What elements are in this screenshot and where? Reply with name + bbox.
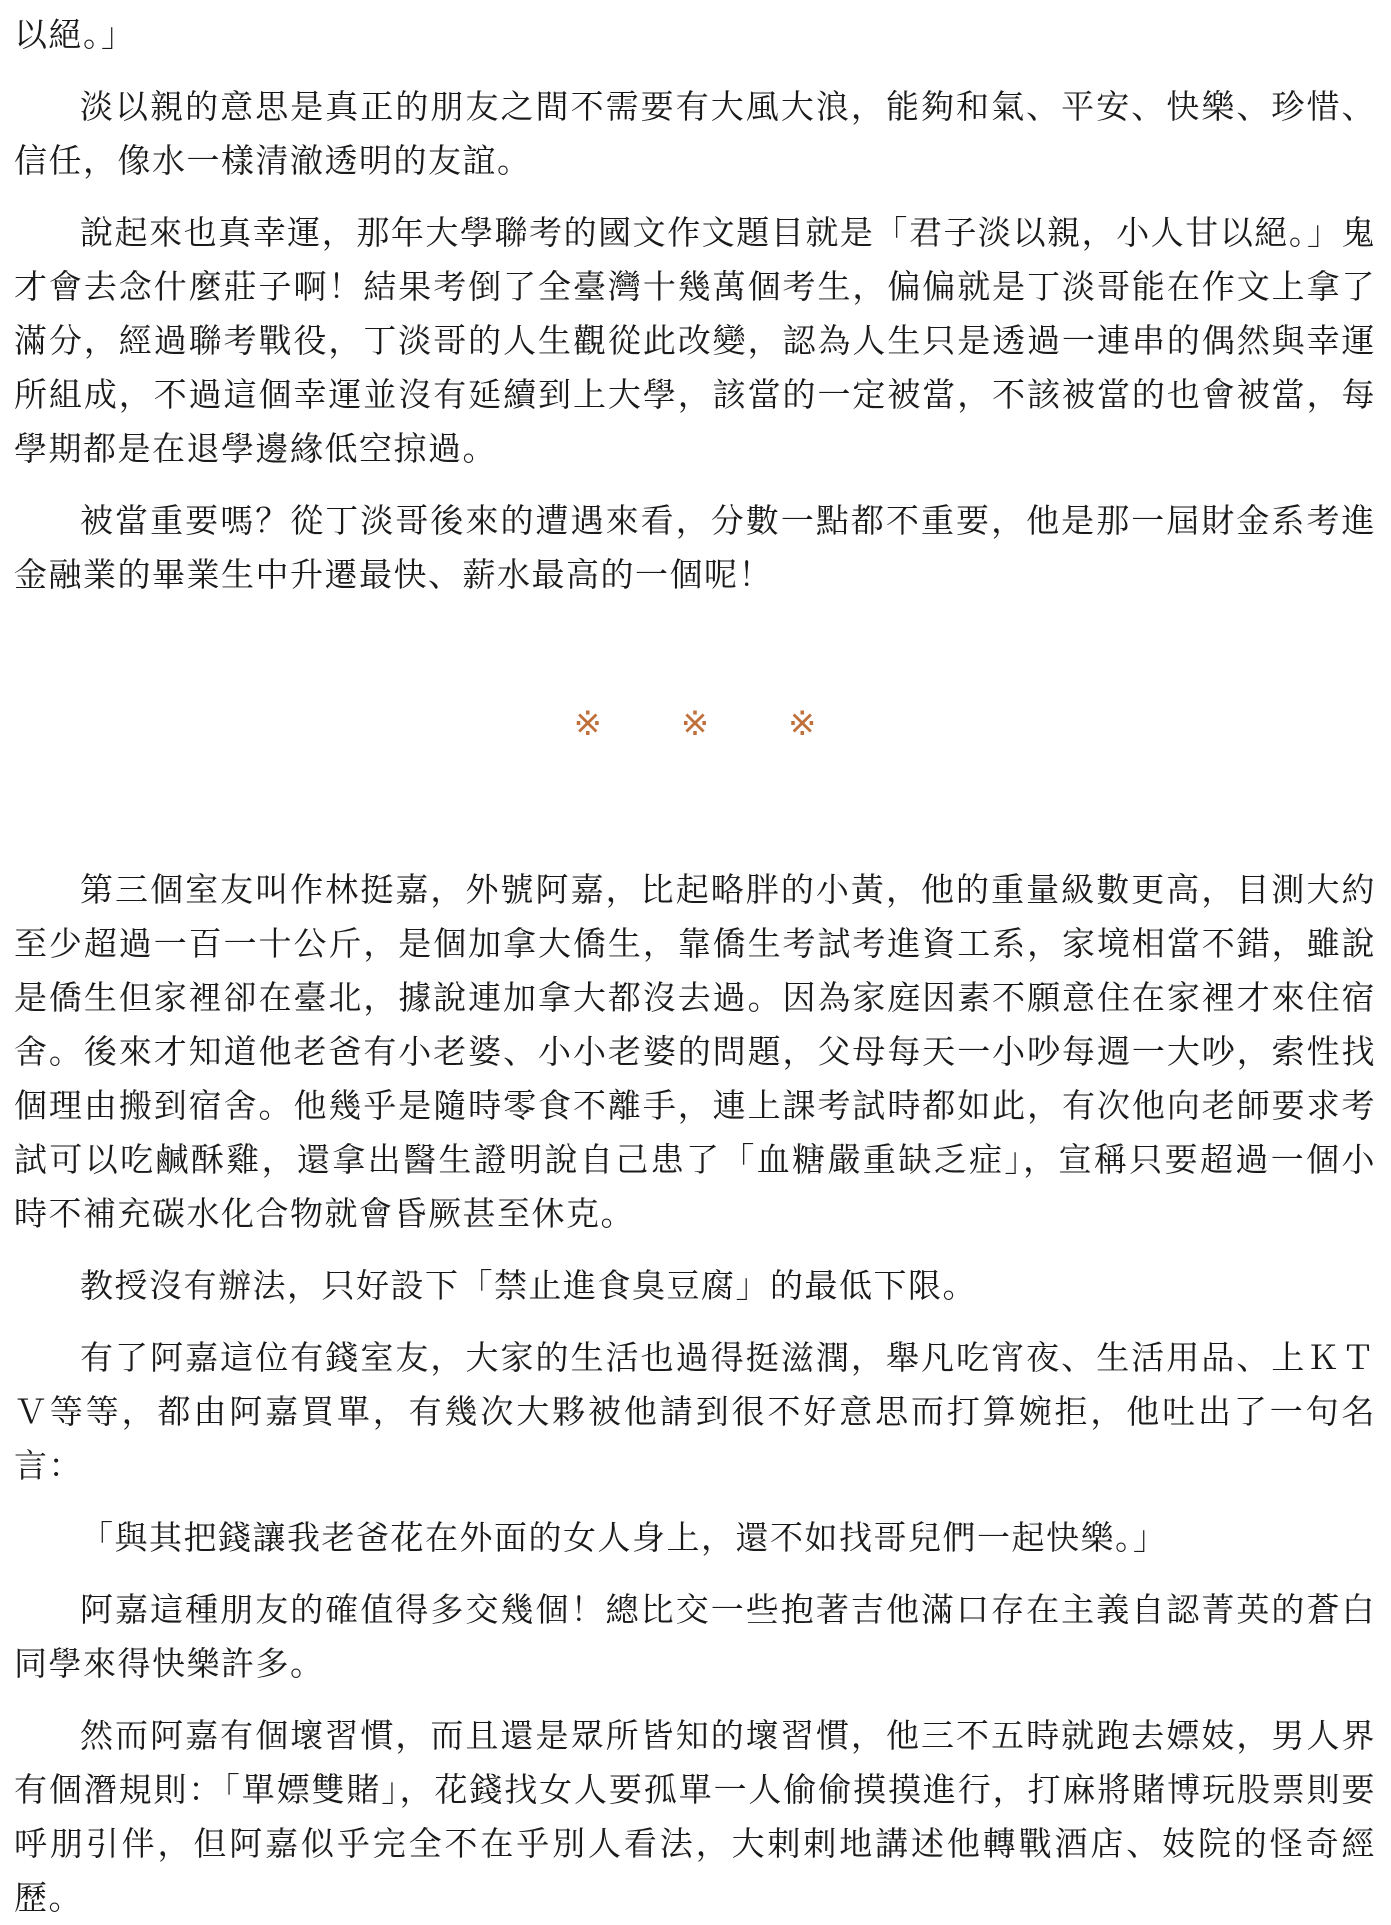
section-separator: ※ ※ ※ <box>573 704 851 744</box>
paragraph: 被當重要嗎？從丁淡哥後來的遭遇來看，分數一點都不重要，他是那一屆財金系考進金融業的畢業生中升遷最快、薪水最高的一個呢！ <box>14 501 1376 594</box>
book-page <box>14 8 1376 1925</box>
paragraph: 說起來也真幸運，那年大學聯考的國文作文題目就是「君子淡以親，小人甘以絕。」鬼才會去念什麼莊子啊！結果考倒了全臺灣十幾萬個考生，偏偏就是丁淡哥能在作文上拿了滿分，經過聯考戰役，丁淡哥的人生觀從此改變，認為人生只是透過一連串的偶然與幸運所組成，不過這個幸運並沒有延續到上大學，該當的一定被當，不該被當的也會被當，每學期都是在退學邊緣低空掠過。 <box>14 213 1376 468</box>
paragraph-gap <box>14 1565 1376 1583</box>
paragraph: 然而阿嘉有個壞習慣，而且還是眾所皆知的壞習慣，他三不五時就跑去嫖妓，男人界有個潛規則：「單嫖雙賭」，花錢找女人要孤單一人偷偷摸摸進行，打麻將賭博玩股票則要呼朋引伴，但阿嘉似乎完全不在乎別人看法，大剌剌地講述他轉戰酒店、妓院的怪奇經歷。 <box>14 1716 1376 1917</box>
quote-paragraph: 「與其把錢讓我老爸花在外面的女人身上，還不如找哥兒們一起快樂。」 <box>80 1518 1168 1557</box>
paragraph-gap <box>14 1241 1376 1259</box>
paragraph-gap <box>14 1493 1376 1511</box>
paragraph-gap <box>14 1691 1376 1709</box>
paragraph-gap <box>14 1313 1376 1331</box>
paragraph-gap <box>14 188 1376 206</box>
paragraph: 第三個室友叫作林挺嘉，外號阿嘉，比起略胖的小黃，他的重量級數更高，目測大約至少超過一百一十公斤，是個加拿大僑生，靠僑生考試考進資工系，家境相當不錯，雖說是僑生但家裡卻在臺北，據說連加拿大都沒去過。因為家庭因素不願意住在家裡才來住宿舍。後來才知道他老爸有小老婆、小小老婆的問題，父母每天一小吵每週一大吵，索性找個理由搬到宿舍。他幾乎是隨時零食不離手，連上課考試時都如此，有次他向老師要求考試可以吃鹹酥雞，還拿出醫生證明說自己患了「血糖嚴重缺乏症」，宣稱只要超過一個小時不補充碳水化合物就會昏厥甚至休克。 <box>14 870 1376 1233</box>
paragraph: 阿嘉這種朋友的確值得多交幾個！總比交一些抱著吉他滿口存在主義自認菁英的蒼白同學來得快樂許多。 <box>14 1590 1376 1683</box>
paragraph: 教授沒有辦法，只好設下「禁止進食臭豆腐」的最低下限。 <box>80 1266 977 1305</box>
paragraph-gap <box>14 62 1376 80</box>
paragraph-gap <box>14 476 1376 494</box>
paragraph: 淡以親的意思是真正的朋友之間不需要有大風大浪，能夠和氣、平安、快樂、珍惜、信任，像水一樣清澈透明的友誼。 <box>14 87 1376 180</box>
paragraph: 以絕。」 <box>14 15 136 54</box>
paragraph: 有了阿嘉這位有錢室友，大家的生活也過得挺滋潤，舉凡吃宵夜、生活用品、上ＫＴＶ等等，都由阿嘉買單，有幾次大夥被他請到很不好意思而打算婉拒，他吐出了一句名言： <box>14 1338 1376 1485</box>
